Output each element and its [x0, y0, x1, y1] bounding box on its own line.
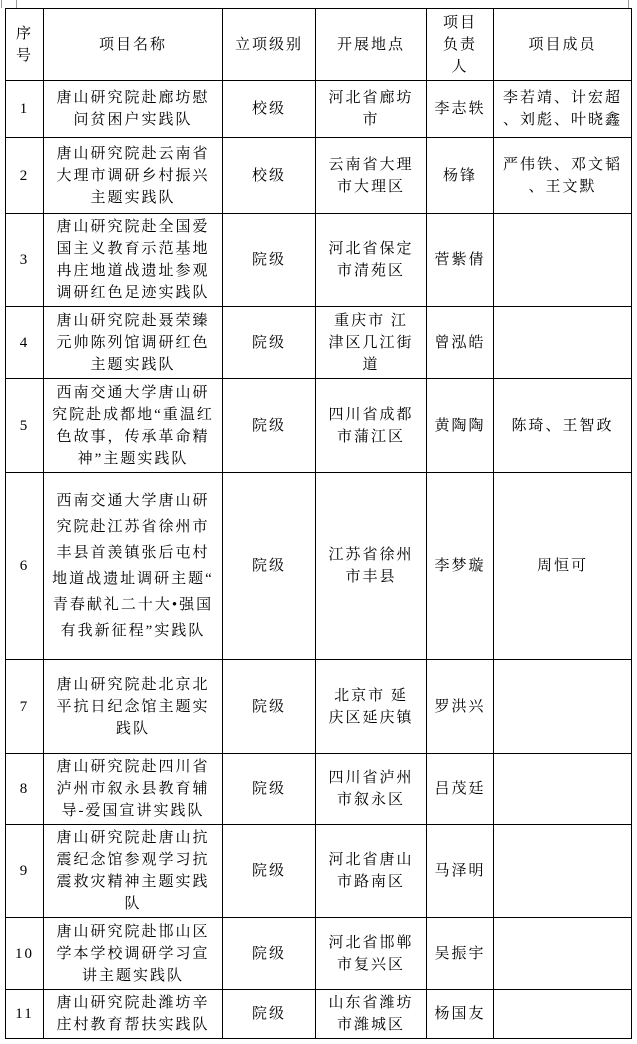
header-row [6, 9, 632, 81]
cell-level: 院级 [223, 754, 316, 825]
cell-leader: 菅紫倩 [427, 214, 494, 307]
table-row [6, 379, 632, 473]
cell-members [494, 214, 632, 307]
cell-location: 重庆市 江津区几江街道 [316, 307, 427, 379]
cell-leader: 李梦璇 [427, 473, 494, 660]
cell-name: 唐山研究院赴邯山区学本学校调研学习宣讲主题实践队 [44, 918, 223, 990]
cell-name: 唐山研究院赴廊坊慰问贫困户实践队 [44, 81, 223, 138]
cell-members [494, 918, 632, 990]
project-table [5, 8, 632, 1039]
cell-location: 四川省泸州市叙永区 [316, 754, 427, 825]
header-cell-no: 序号 [6, 9, 44, 81]
cell-level: 院级 [223, 825, 316, 918]
cell-members [494, 754, 632, 825]
cell-leader: 马泽明 [427, 825, 494, 918]
cell-location: 山东省潍坊市潍城区 [316, 990, 427, 1039]
cell-location: 河北省唐山市路南区 [316, 825, 427, 918]
cell-no: 9 [6, 825, 44, 918]
table-row [6, 307, 632, 379]
cell-members [494, 307, 632, 379]
cell-no: 7 [6, 660, 44, 754]
cell-name: 唐山研究院赴唐山抗震纪念馆参观学习抗震救灾精神主题实践队 [44, 825, 223, 918]
cell-name: 西南交通大学唐山研究院赴成都地“重温红色故事，传承革命精神”主题实践队 [44, 379, 223, 473]
cell-location: 河北省廊坊市 [316, 81, 427, 138]
cell-members [494, 825, 632, 918]
header-cell-location: 开展地点 [316, 9, 427, 81]
cell-level: 院级 [223, 990, 316, 1039]
cell-leader: 吴振宇 [427, 918, 494, 990]
table-row [6, 990, 632, 1039]
table-row [6, 754, 632, 825]
cell-leader: 罗洪兴 [427, 660, 494, 754]
cell-level: 院级 [223, 918, 316, 990]
cell-members [494, 990, 632, 1039]
cell-no: 6 [6, 473, 44, 660]
cell-no: 1 [6, 81, 44, 138]
cell-location: 河北省邯郸市复兴区 [316, 918, 427, 990]
cell-level: 院级 [223, 214, 316, 307]
cell-no: 4 [6, 307, 44, 379]
cell-leader: 曾泓皓 [427, 307, 494, 379]
cell-level: 校级 [223, 138, 316, 214]
cell-name: 唐山研究院赴云南省大理市调研乡村振兴主题实践队 [44, 138, 223, 214]
cell-location: 北京市 延庆区延庆镇 [316, 660, 427, 754]
cell-members: 李若靖、计宏超、刘彪、叶晓鑫 [494, 81, 632, 138]
table-row [6, 918, 632, 990]
table-row [6, 214, 632, 307]
cell-level: 院级 [223, 307, 316, 379]
cell-name: 西南交通大学唐山研究院赴江苏省徐州市丰县首羡镇张后屯村地道战遗址调研主题“青春献礼二十大•强国有我新征程”实践队 [44, 473, 223, 660]
table-row [6, 81, 632, 138]
cell-location: 江苏省徐州市丰县 [316, 473, 427, 660]
cell-members: 周恒可 [494, 473, 632, 660]
header-cell-name: 项目名称 [44, 9, 223, 81]
cell-no: 3 [6, 214, 44, 307]
header-cell-leader: 项目负责人 [427, 9, 494, 81]
table-row [6, 138, 632, 214]
table-header [6, 9, 632, 81]
cell-leader: 杨锋 [427, 138, 494, 214]
table-row [6, 473, 632, 660]
cell-name: 唐山研究院赴四川省泸州市叙永县教育辅导-爱国宣讲实践队 [44, 754, 223, 825]
cell-level: 院级 [223, 379, 316, 473]
cell-level: 院级 [223, 473, 316, 660]
cell-leader: 吕茂廷 [427, 754, 494, 825]
table-row [6, 825, 632, 918]
cell-name: 唐山研究院赴全国爱国主义教育示范基地冉庄地道战遗址参观调研红色足迹实践队 [44, 214, 223, 307]
cell-leader: 黄陶陶 [427, 379, 494, 473]
cell-level: 校级 [223, 81, 316, 138]
page-edge-artifact [628, 0, 629, 8]
cell-no: 11 [6, 990, 44, 1039]
cell-location: 云南省大理市大理区 [316, 138, 427, 214]
table-body [6, 81, 632, 1039]
cell-leader: 李志轶 [427, 81, 494, 138]
table-row [6, 660, 632, 754]
cell-no: 5 [6, 379, 44, 473]
cell-leader: 杨国友 [427, 990, 494, 1039]
cell-no: 2 [6, 138, 44, 214]
cell-members [494, 660, 632, 754]
cell-name: 唐山研究院赴潍坊辛庄村教育帮扶实践队 [44, 990, 223, 1039]
cell-location: 四川省成都市蒲江区 [316, 379, 427, 473]
header-cell-members: 项目成员 [494, 9, 632, 81]
cell-name: 唐山研究院赴聂荣臻元帅陈列馆调研红色主题实践队 [44, 307, 223, 379]
cell-no: 10 [6, 918, 44, 990]
cell-name: 唐山研究院赴北京北平抗日纪念馆主题实践队 [44, 660, 223, 754]
page-edge-artifact [1, 0, 17, 8]
cell-level: 院级 [223, 660, 316, 754]
header-cell-level: 立项级别 [223, 9, 316, 81]
cell-members: 陈琦、王智政 [494, 379, 632, 473]
cell-location: 河北省保定市清苑区 [316, 214, 427, 307]
cell-members: 严伟铁、邓文韬、王文默 [494, 138, 632, 214]
cell-no: 8 [6, 754, 44, 825]
